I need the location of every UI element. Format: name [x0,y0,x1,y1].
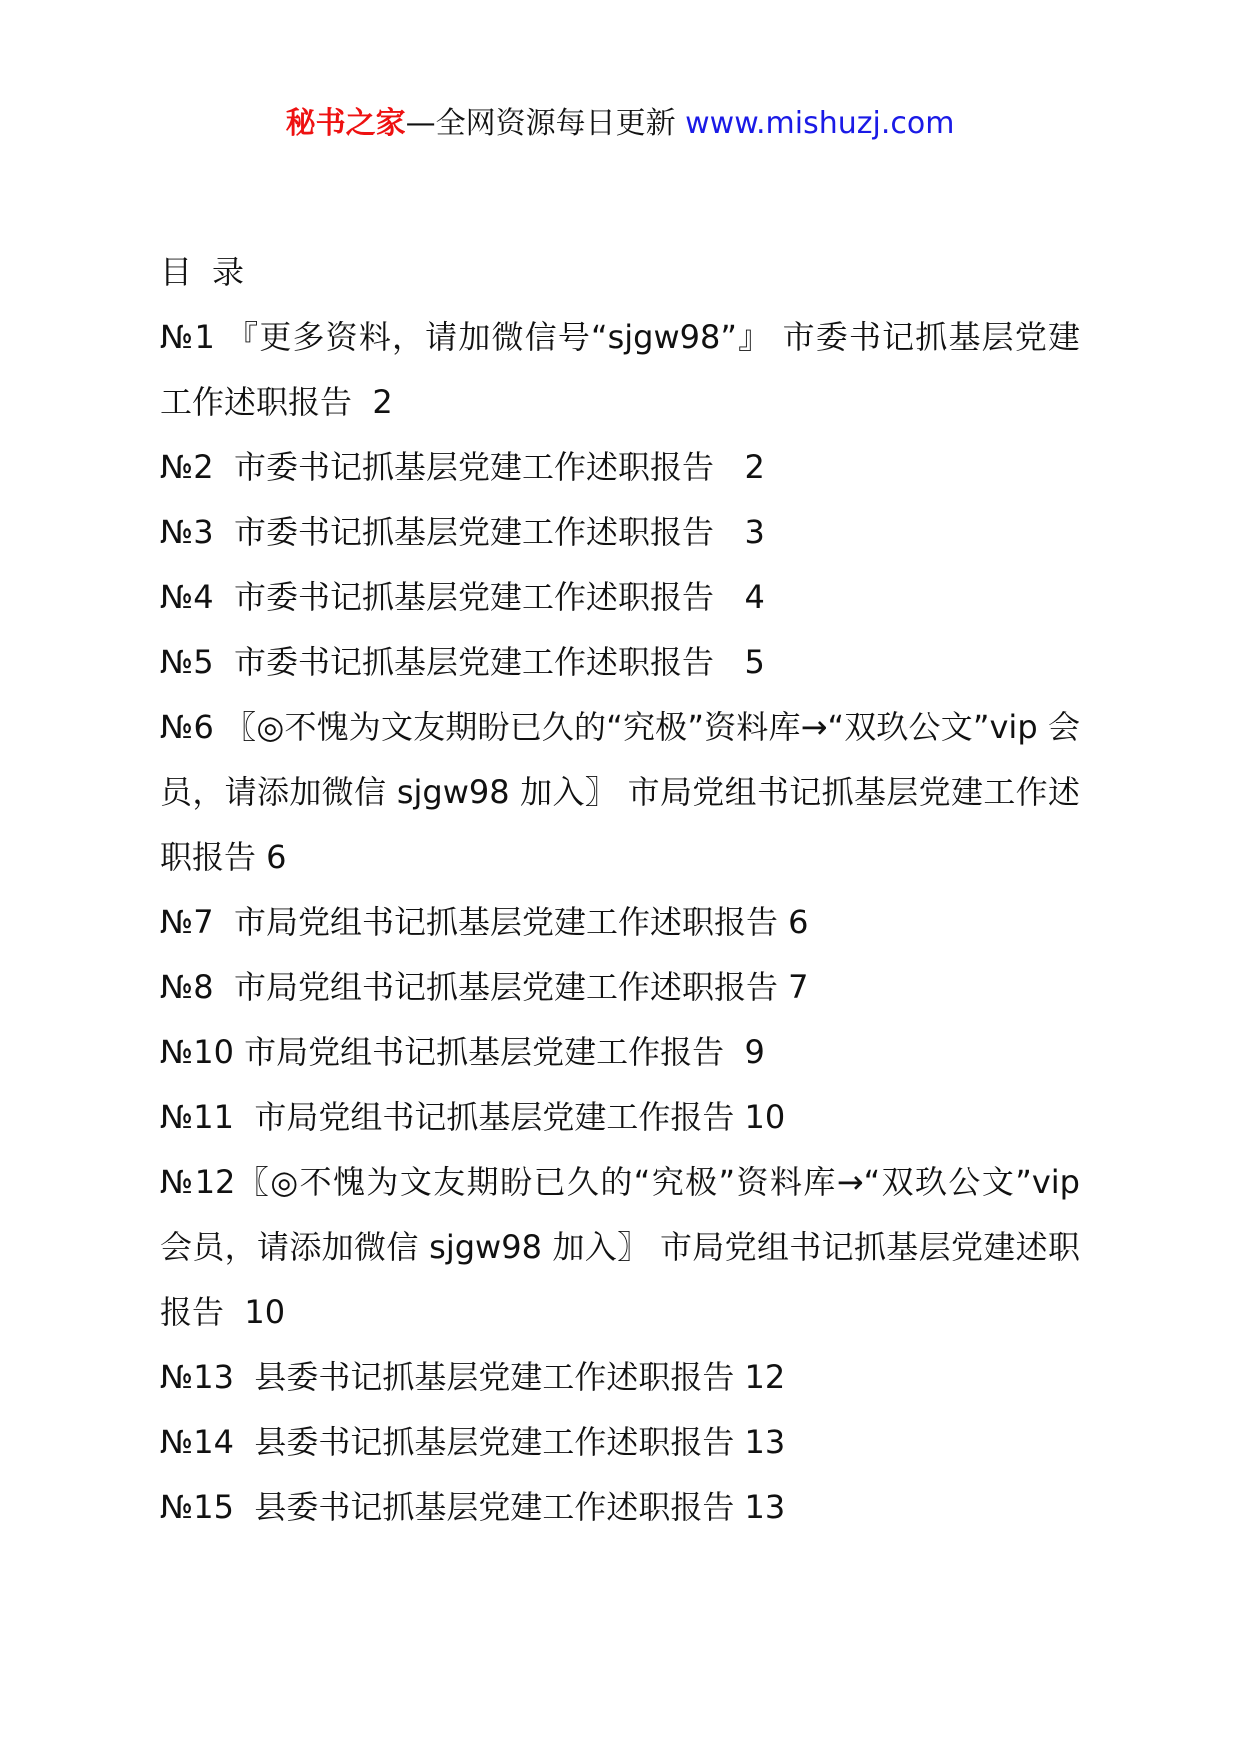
toc-entry-text: №8 市局党组书记抓基层党建工作述职报告 7 [160,968,809,1006]
toc-entry-text: №12〖◎不愧为文友期盼已久的“究极”资料库→“双玖公文”vip 会员，请添加微信 sjgw98 加入〗 市局党组书记抓基层党建述职报告 10 [160,1163,1091,1331]
header-tagline: —全网资源每日更新 [405,106,686,141]
toc-entry[interactable] [160,1085,1080,1150]
toc-entry-text: №3 市委书记抓基层党建工作述职报告 3 [160,513,765,551]
toc-entry-text: №14 县委书记抓基层党建工作述职报告 13 [160,1423,786,1461]
table-of-contents [160,240,1091,1540]
toc-entry[interactable] [160,305,1080,435]
toc-entry[interactable] [160,1410,1080,1475]
brand-name: 秘书之家 [285,106,406,141]
toc-entry-text: №13 县委书记抓基层党建工作述职报告 12 [160,1358,786,1396]
toc-entry[interactable] [160,695,1080,890]
toc-list [160,305,1091,1540]
toc-entry-text: №5 市委书记抓基层党建工作述职报告 5 [160,643,765,681]
toc-entry[interactable] [160,1150,1091,1345]
toc-entry[interactable] [160,565,1080,630]
toc-entry[interactable] [160,500,1080,565]
toc-entry-text: №10 市局党组书记抓基层党建工作报告 9 [160,1033,765,1071]
page-header [0,100,1240,148]
toc-entry-text: №2 市委书记抓基层党建工作述职报告 2 [160,448,765,486]
toc-entry[interactable] [160,1020,1080,1085]
toc-entry-text: №11 市局党组书记抓基层党建工作报告 10 [160,1098,786,1136]
toc-entry[interactable] [160,630,1080,695]
toc-entry-text: №1 『更多资料，请加微信号“sjgw98”』 市委书记抓基层党建工作述职报告 2 [160,318,1080,421]
toc-entry[interactable] [160,435,1080,500]
toc-entry-text: №4 市委书记抓基层党建工作述职报告 4 [160,578,765,616]
toc-entry-text: №7 市局党组书记抓基层党建工作述职报告 6 [160,903,809,941]
toc-entry[interactable] [160,1345,1080,1410]
toc-entry[interactable] [160,1475,1080,1540]
toc-entry[interactable] [160,890,1080,955]
toc-entry-text: №6 〖◎不愧为文友期盼已久的“究极”资料库→“双玖公文”vip 会员，请添加微信 sjgw98 加入〗 市局党组书记抓基层党建工作述职报告 6 [160,708,1080,876]
toc-entry-text: №15 县委书记抓基层党建工作述职报告 13 [160,1488,786,1526]
website-link[interactable]: www.mishuzj.com [685,106,955,141]
toc-entry[interactable] [160,955,1080,1020]
toc-title: 目录 [160,253,265,291]
